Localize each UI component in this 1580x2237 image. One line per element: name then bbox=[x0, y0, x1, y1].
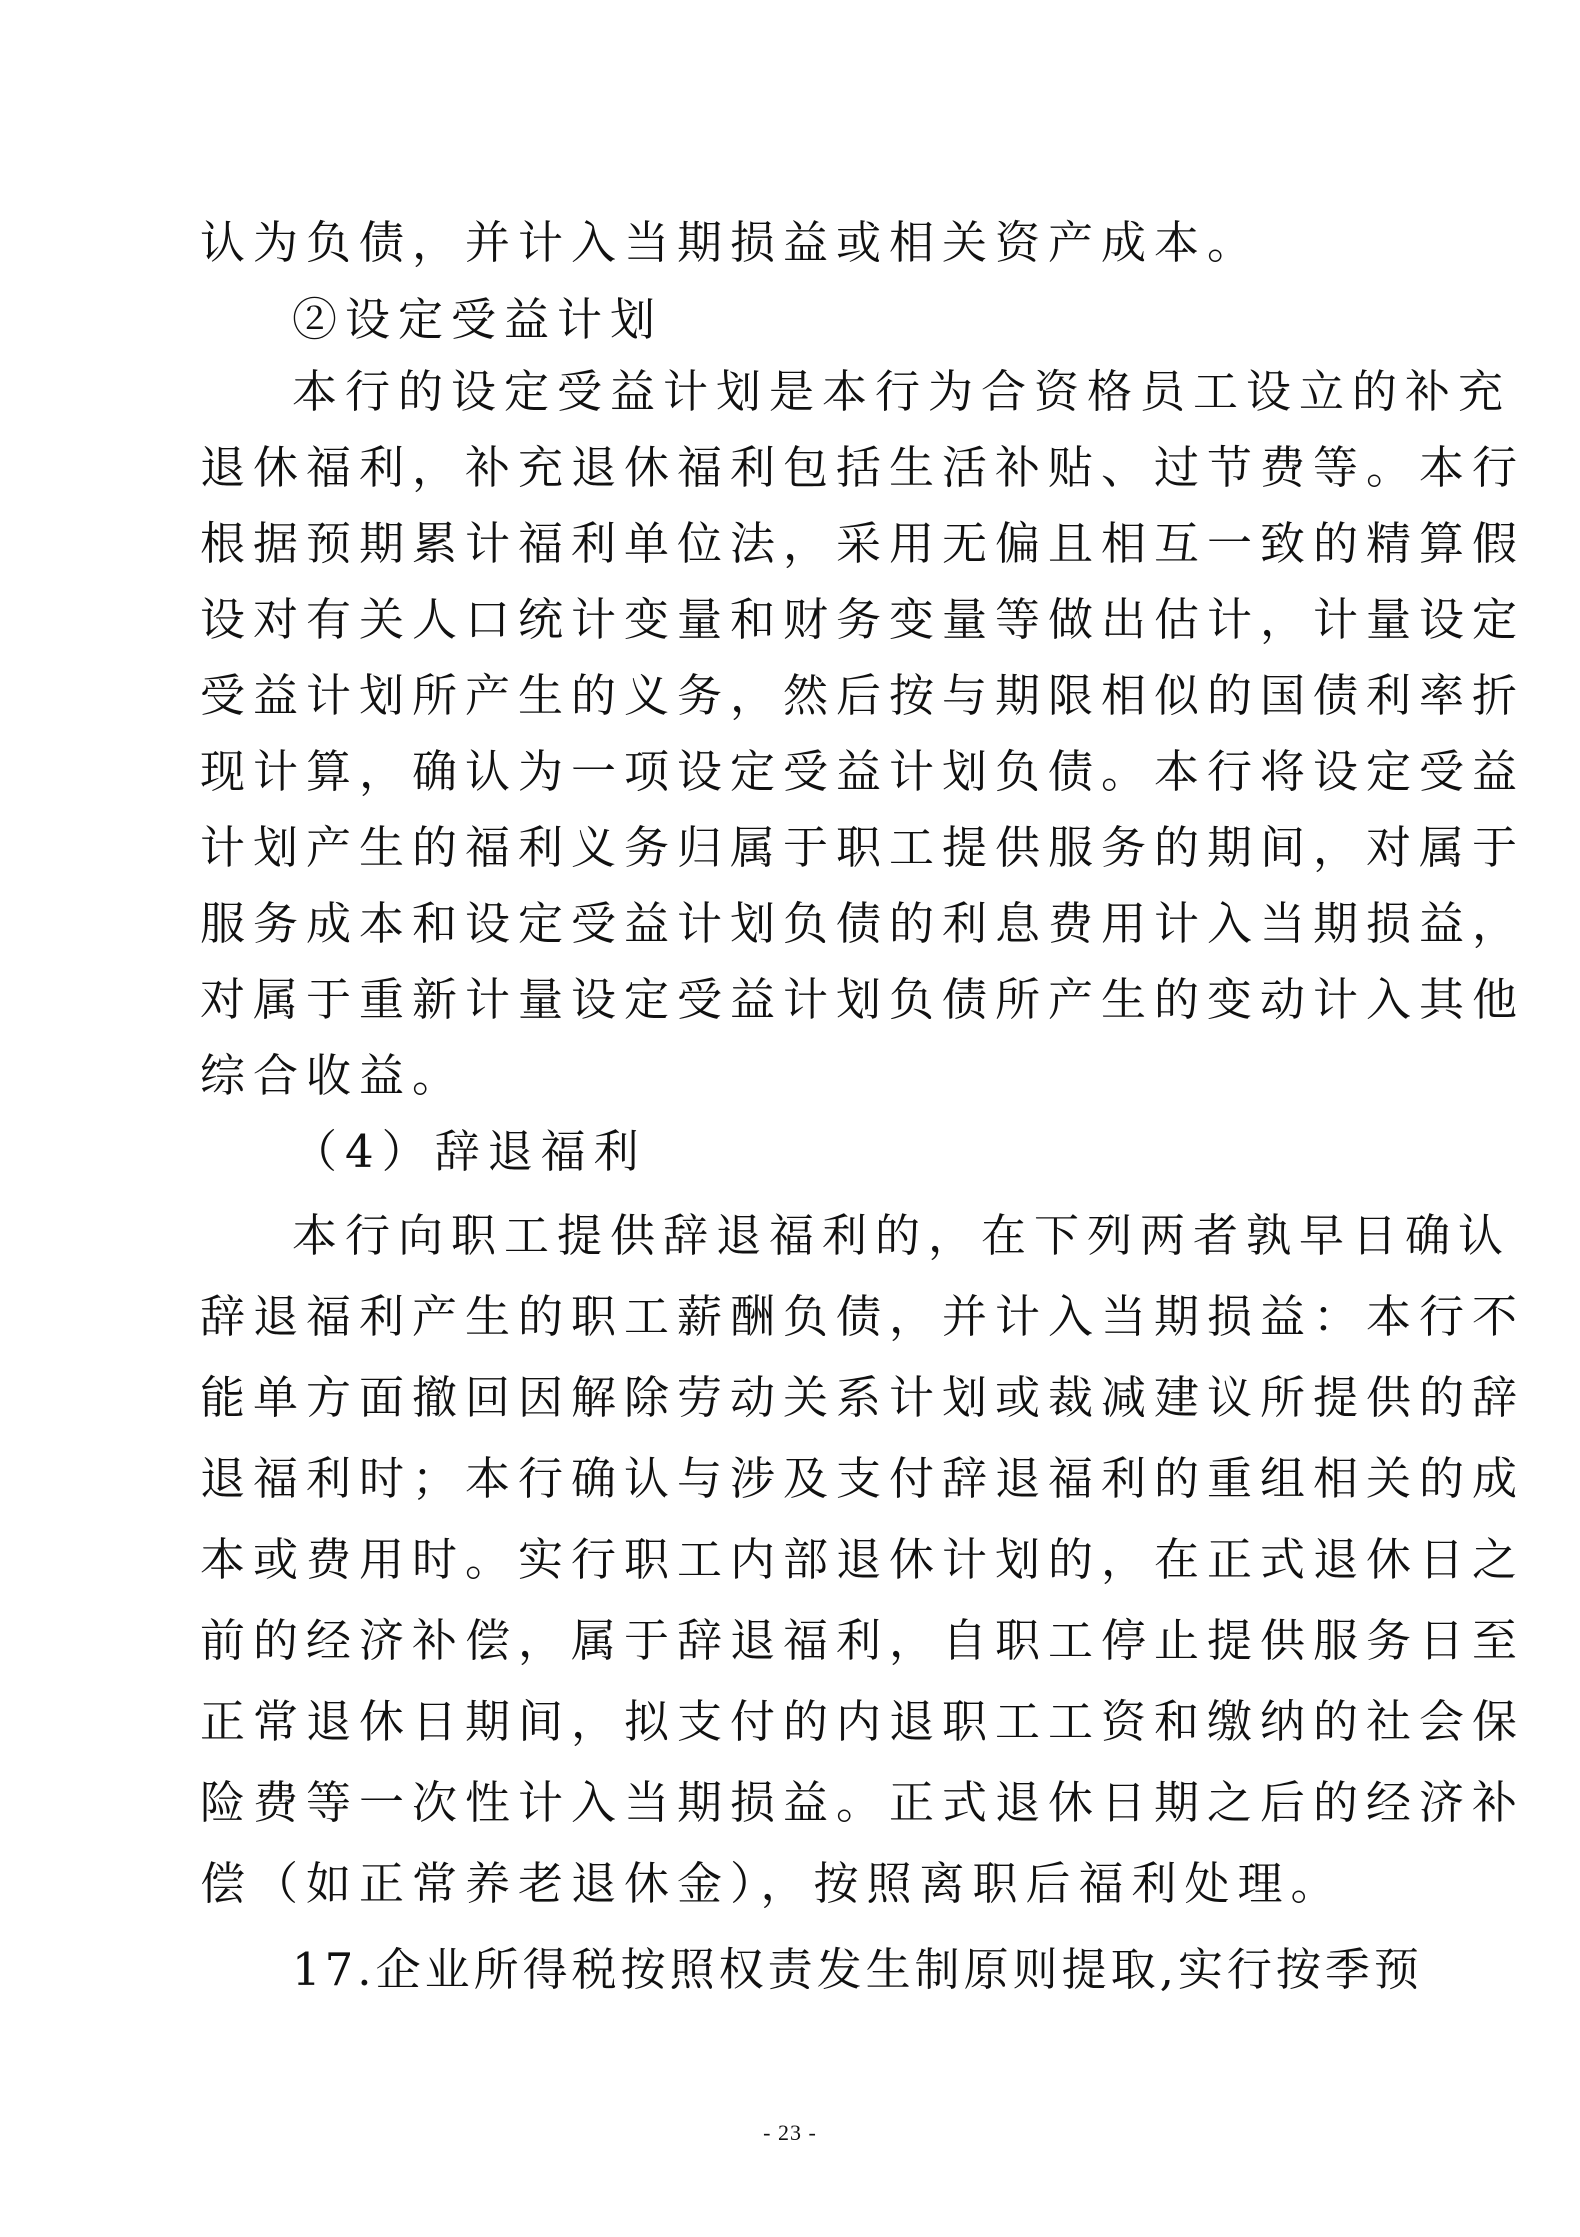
body-line: 综合收益。 bbox=[200, 1049, 466, 1102]
body-line: 对属于重新计量设定受益计划负债所产生的变动计入其他 bbox=[200, 973, 1526, 1026]
page-number: - 23 - bbox=[763, 2120, 817, 2145]
body-line: 设对有关人口统计变量和财务变量等做出估计，计量设定 bbox=[200, 593, 1526, 646]
body-line: 退福利时；本行确认与涉及支付辞退福利的重组相关的成 bbox=[200, 1452, 1526, 1505]
section-heading: （4）辞退福利 bbox=[292, 1125, 647, 1178]
body-line: 前的经济补偿，属于辞退福利，自职工停止提供服务日至 bbox=[200, 1614, 1526, 1667]
body-line: 险费等一次性计入当期损益。正式退休日期之后的经济补 bbox=[200, 1776, 1526, 1829]
subsection-heading: ②设定受益计划 bbox=[292, 293, 664, 346]
body-line: 服务成本和设定受益计划负债的利息费用计入当期损益， bbox=[200, 897, 1526, 950]
body-line: 受益计划所产生的义务，然后按与期限相似的国债利率折 bbox=[200, 669, 1526, 722]
body-line: 17.企业所得税按照权责发生制原则提取,实行按季预 bbox=[292, 1943, 1423, 1996]
body-line: 辞退福利产生的职工薪酬负债，并计入当期损益：本行不 bbox=[200, 1290, 1526, 1343]
body-line: 认为负债，并计入当期损益或相关资产成本。 bbox=[200, 216, 1261, 269]
body-line: 正常退休日期间，拟支付的内退职工工资和缴纳的社会保 bbox=[200, 1695, 1526, 1748]
body-line: 本行的设定受益计划是本行为合资格员工设立的补充 bbox=[292, 365, 1512, 418]
body-line: 本行向职工提供辞退福利的，在下列两者孰早日确认 bbox=[292, 1209, 1512, 1262]
body-line: 能单方面撤回因解除劳动关系计划或裁减建议所提供的辞 bbox=[200, 1371, 1526, 1424]
body-line: 偿（如正常养老退休金），按照离职后福利处理。 bbox=[200, 1857, 1344, 1910]
body-line: 现计算，确认为一项设定受益计划负债。本行将设定受益 bbox=[200, 745, 1526, 798]
body-line: 退休福利，补充退休福利包括生活补贴、过节费等。本行 bbox=[200, 441, 1526, 494]
body-line: 本或费用时。实行职工内部退休计划的，在正式退休日之 bbox=[200, 1533, 1526, 1586]
body-line: 根据预期累计福利单位法，采用无偏且相互一致的精算假 bbox=[200, 517, 1526, 570]
body-line: 计划产生的福利义务归属于职工提供服务的期间，对属于 bbox=[200, 821, 1526, 874]
